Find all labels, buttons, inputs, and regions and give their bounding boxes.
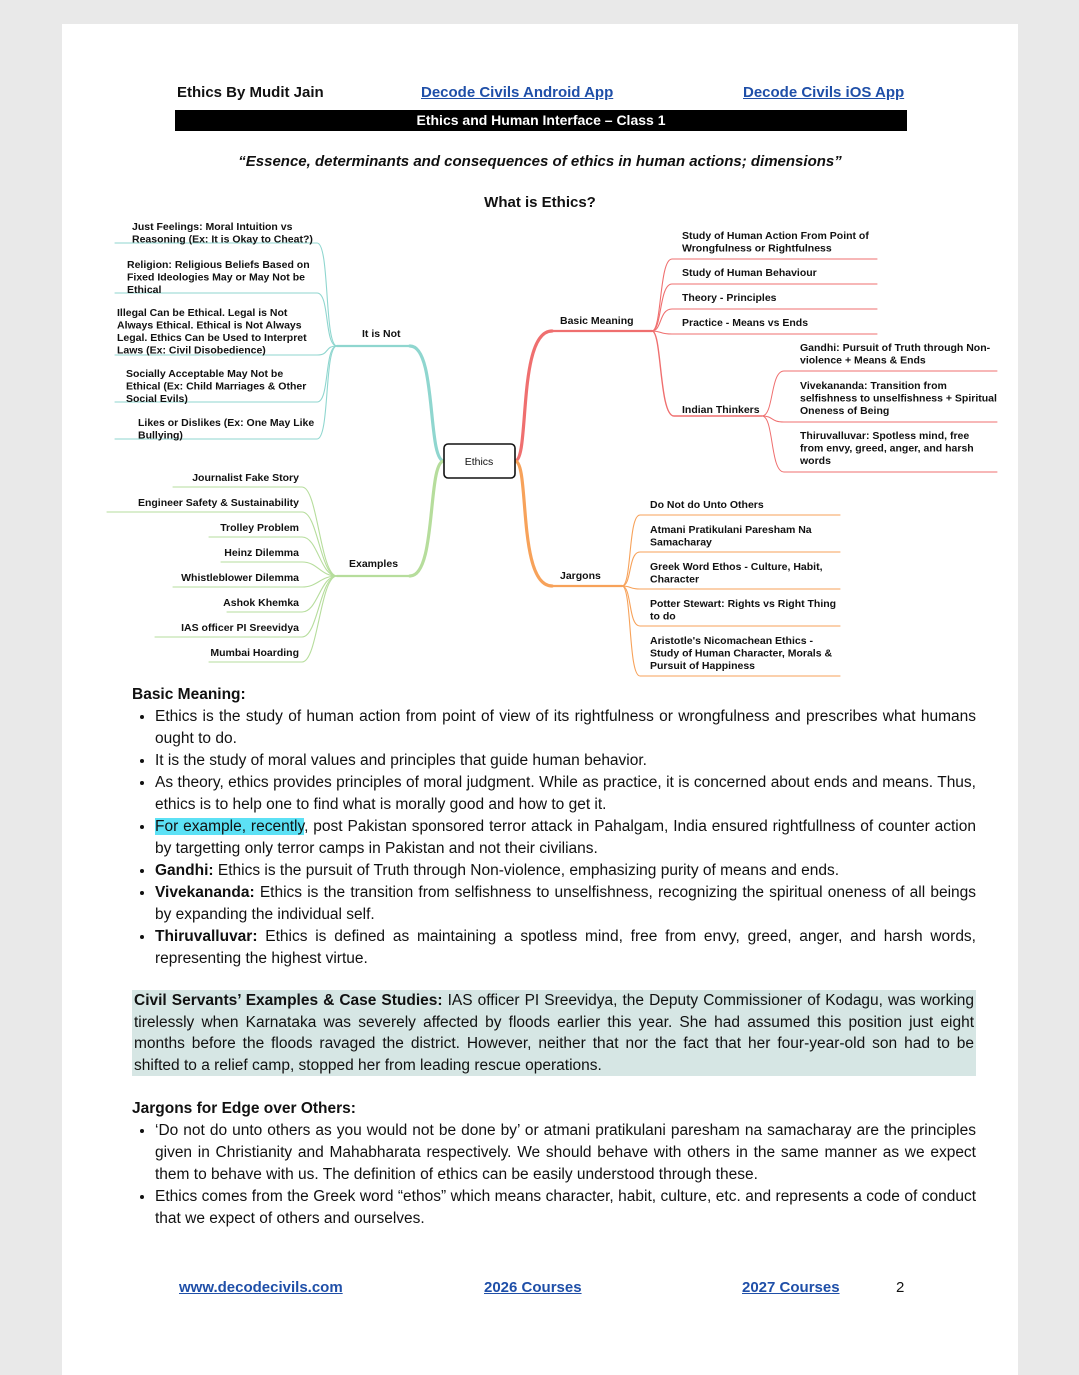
syllabus-quote: “Essence, determinants and consequences of ethics in human actions; dimensions” [238,153,842,170]
mindmap-label-line: Examples [349,558,399,570]
mindmap-label-line: Do Not do Unto Others [650,499,764,511]
example-item [223,597,299,609]
thinker-label: Vivekananda: [155,884,255,901]
mindmap-label-line: Mumbai Hoarding [210,647,299,659]
jargon-item [650,561,823,586]
courses-2027-link[interactable]: 2027 Courses [742,1279,840,1296]
example-item [138,497,299,509]
example-item [192,472,299,484]
vivekananda-point [155,882,976,926]
basic-meaning-branch-label [560,315,634,327]
mindmap-label-line: Theory - Principles [682,292,777,304]
mindmap-label-line: Engineer Safety & Sustainability [137,497,299,509]
mindmap-label-line: Social Evils) [126,393,188,405]
mindmap-label-line: Aristotle's Nicomachean Ethics - [650,635,813,647]
mindmap-center-label: Ethics [464,456,494,468]
basic-meaning-point: • As theory, ethics provides principles of moral judgment. While as practice, it is concerned about ends and means. Thus, ethics is to help one to find what is morally good and how to get it. [155,772,976,816]
mindmap-label-line: Socially Acceptable May Not be [126,368,284,380]
example-text: , post Pakistan sponsored terror attack in Pahalgam, India ensured rightfullness of counter action by targetting only terror camps in Pakistan and not their civilians. [155,818,976,857]
it-is-not-item [138,417,314,442]
case-study-box [132,990,976,1076]
jargon-point: • Ethics comes from the Greek word “ethos” which means character, habit, culture, etc. and represents a code of conduct that we expect of others and ourselves. [155,1186,976,1230]
it-is-not-item [132,221,313,246]
examples-branch-label [349,558,398,570]
mindmap-label-line: Wrongfulness or Rightfulness [682,242,832,255]
mindmap-label-line: Potter Stewart: Rights vs Right Thing [650,598,837,610]
jargon-item [650,524,812,549]
mindmap-label-line: Ethical [127,284,162,296]
example-item [181,572,299,584]
mindmap-label-line: Study of Human Behaviour [682,267,817,279]
basic-meaning-list [132,706,976,970]
mindmap-label-line: Reasoning (Ex: It is Okay to Cheat?) [132,233,313,246]
example-item [181,622,299,634]
mindmap-label-line: Gandhi: Pursuit of Truth through Non- [800,342,991,354]
basic-meaning-heading: Basic Meaning: [132,686,246,703]
mindmap-label-line: Legal. Ethics Can be Used to Interpret [117,332,307,344]
jargon-item [650,635,832,672]
mindmap-label-line: Vivekananda: Transition from [800,380,947,392]
basic-meaning-point: • It is the study of moral values and principles that guide human behavior. [155,750,976,772]
thiruvalluvar-point [155,926,976,970]
example-item [224,547,299,559]
jargon-point: • ‘Do not do unto others as you would not be done by’ or atmani pratikulani paresham na samacharay are the principles given in Christianity and Mahabharata respectively. We should behave with others in the same manner as we expect them to behave with us. The definition of ethics can be easily understood through these. [155,1120,976,1186]
website-link[interactable]: www.decodecivils.com [179,1279,343,1296]
mindmap-label-line: Practice - Means vs Ends [682,317,809,329]
basic-meaning-point: • Ethics is the study of human action from point of view of its rightfulness or wrongfulness and prescribes what humans ought to do. [155,706,976,750]
mindmap-label-line: Ashok Khemka [223,597,299,609]
mindmap-label-line: Character [650,573,700,586]
mindmap-label-line: It is Not [362,328,401,340]
mindmap-label-line: Oneness of Being [800,405,890,417]
android-app-link[interactable]: Decode Civils Android App [421,84,614,101]
indian-thinker-item [800,380,997,417]
mindmap-connector [515,461,552,586]
ethics-mindmap [62,24,1018,684]
mindmap-label-line: Journalist Fake Story [192,472,299,484]
highlighted-text: For example, recently [155,818,305,835]
gandhi-point [155,860,976,882]
case-study-text: IAS officer PI Sreevidya, the Deputy Commissioner of Kodagu, was working tirelessly when Karnataka was severely affected by floods earlier this year. She had assumed this position just eight months before the floods ravaged the district. However, neither that nor the fact that her four-year-old son had to be shifted to a relief camp, stopped her from leading rescue operations. [134,992,975,1074]
mindmap-label-line: Religion: Religious Beliefs Based on [127,259,310,271]
example-item [220,522,299,534]
indian-thinker-item [800,342,991,367]
mindmap-label-line: Always Ethical. Ethical is Not Always [117,319,302,332]
mindmap-label-line: Trolley Problem [220,522,299,534]
mindmap-label-line: Fixed Ideologies May or May Not be [127,271,305,284]
page-number: 2 [896,1279,905,1296]
courses-2026-link[interactable]: 2026 Courses [484,1279,582,1296]
thinker-text: Ethics is defined as maintaining a spotless mind, free from envy, greed, anger, and harsh words, representing the highest virtue. [155,928,976,967]
it-is-not-item [117,307,307,357]
thinker-text: Ethics is the pursuit of Truth through Non-violence, emphasizing purity of means and ends. [213,862,840,879]
notes-body [132,684,976,1230]
mindmap-label-line: Bullying) [138,429,183,442]
mindmap-label-line: Basic Meaning [560,315,634,327]
mindmap-connector [410,346,444,461]
thinker-text: Ethics is the transition from selfishness to unselfishness, recognizing the spiritual oneness of all beings by expanding the individual self. [155,884,976,923]
mindmap-connector [622,586,840,589]
mindmap-label-line: Heinz Dilemma [224,547,299,559]
mindmap-label-line: Atmani Pratikulani Paresham Na [650,524,812,536]
mindmap-label-line: violence + Means & Ends [800,354,926,367]
indian-thinkers-label [682,404,760,416]
document-page [62,24,1018,1375]
jargon-item [650,598,836,623]
mindmap-connector [515,331,552,461]
mindmap-label-line: Illegal Can be Ethical. Legal is Not [117,307,288,319]
mindmap-connector [652,331,877,334]
mindmap-label-line: IAS officer PI Sreevidya [181,622,299,634]
mindmap-label-line: Jargons [560,570,601,582]
mindmap-label-line: selfishness to unselfishness + Spiritual [800,392,997,405]
thinker-label: Thiruvalluvar: [155,928,258,945]
case-study-label: Civil Servants’ Examples & Case Studies: [134,992,443,1009]
thinker-label: Gandhi: [155,862,214,879]
author-name: Ethics By Mudit Jain [177,84,324,101]
jargons-heading: Jargons for Edge over Others: [132,1100,356,1117]
mindmap-label-line: words [800,455,831,467]
mindmap-label-line: Whistleblower Dilemma [181,572,299,584]
mindmap-label-line: Study of Human Action From Point of [682,230,869,242]
mindmap-label-line: Just Feelings: Moral Intuition vs [132,221,293,233]
it-is-not-item [127,259,310,296]
basic-meaning-point [155,816,976,860]
mindmap-label-line: Indian Thinkers [682,404,760,416]
mindmap-title: What is Ethics? [484,194,596,211]
it-is-not-branch-label [362,328,401,340]
jargons-list [132,1120,976,1230]
mindmap-label-line: Laws (Ex: Civil Disobedience) [117,344,266,357]
indian-thinker-item [799,430,974,467]
mindmap-label-line: from envy, greed, anger, and harsh [800,442,974,455]
basic-meaning-item [682,292,777,304]
mindmap-label-line: Samacharay [650,536,712,549]
basic-meaning-item [682,230,869,255]
mindmap-label-line: Greek Word Ethos - Culture, Habit, [650,561,823,573]
ios-app-link[interactable]: Decode Civils iOS App [743,84,905,101]
jargons-branch-label [560,570,601,582]
class-title-bar: Ethics and Human Interface – Class 1 [175,110,907,131]
basic-meaning-item [682,317,808,329]
mindmap-label-line: to do [650,610,676,623]
mindmap-connector [410,461,444,576]
mindmap-label-line: Ethical (Ex: Child Marriages & Other [126,380,307,393]
mindmap-label-line: Study of Human Character, Morals & [650,647,833,660]
mindmap-label-line: Pursuit of Happiness [650,660,756,672]
mindmap-label-line: Thiruvalluvar: Spotless mind, free [800,430,970,442]
jargon-item [650,499,764,511]
example-item [210,647,299,659]
it-is-not-item [126,368,306,405]
mindmap-label-line: Likes or Dislikes (Ex: One May Like [138,417,315,429]
basic-meaning-item [682,267,817,279]
